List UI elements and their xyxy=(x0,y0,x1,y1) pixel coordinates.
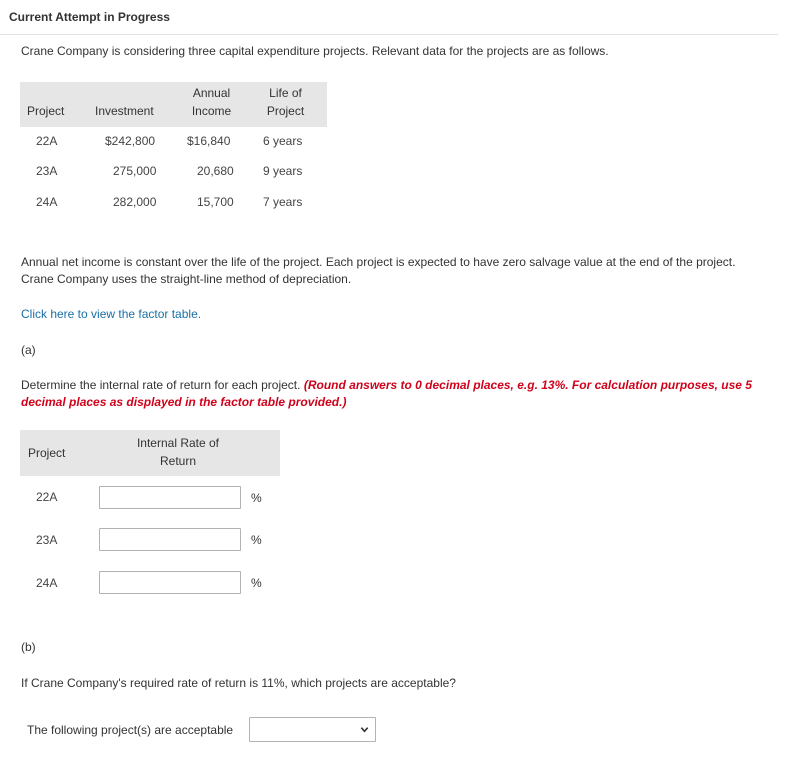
row-income: 20,680 xyxy=(197,164,234,178)
row-income: 15,700 xyxy=(197,195,234,209)
data-table-header xyxy=(20,82,327,127)
page-title: Current Attempt in Progress xyxy=(9,10,170,24)
header-irr-line2: Return xyxy=(159,454,197,468)
header-irr-line1: Internal Rate of xyxy=(136,436,220,450)
chevron-down-icon xyxy=(360,725,369,734)
factor-table-link[interactable]: Click here to view the factor table. xyxy=(21,307,202,321)
header-life-line1: Life of xyxy=(269,86,302,100)
percent-unit: % xyxy=(251,576,262,590)
row-investment: 275,000 xyxy=(113,164,157,178)
row-investment: 282,000 xyxy=(113,195,157,209)
assumptions-text: Annual net income is constant over the life of the project. Each project is expected to have zero salvage value at the end of the project. Crane Company uses the straight-line method of depreciation. xyxy=(21,255,736,286)
row-life: 7 years xyxy=(263,195,303,209)
irr-input-24a[interactable] xyxy=(99,571,241,594)
row-life: 6 years xyxy=(263,134,303,148)
row-project: 23A xyxy=(36,164,58,178)
header-project: Project xyxy=(27,104,65,118)
row-income: $16,840 xyxy=(187,134,231,148)
percent-unit: % xyxy=(251,533,262,547)
part-b-label: (b) xyxy=(21,640,36,654)
percent-unit: % xyxy=(251,491,262,505)
irr-input-23a[interactable] xyxy=(99,528,241,551)
instruction-text: Determine the internal rate of return for each project. xyxy=(21,378,301,392)
header-investment: Investment xyxy=(95,104,154,118)
rounding-instruction: (Round answers to 0 decimal places, e.g. 13%. For calculation purposes, use 5 decimal places as displayed in the factor table provided.) xyxy=(21,378,752,409)
header-project: Project xyxy=(28,446,66,460)
row-project: 23A xyxy=(36,533,58,547)
row-investment: $242,800 xyxy=(105,134,156,148)
row-project: 24A xyxy=(36,195,58,209)
header-life-line2: Project xyxy=(266,104,305,118)
acceptable-projects-label: The following project(s) are acceptable xyxy=(27,723,234,737)
header-income-line2: Income xyxy=(191,104,232,118)
header-income-line1: Annual xyxy=(192,86,231,100)
irr-input-22a[interactable] xyxy=(99,486,241,509)
part-b-question: If Crane Company's required rate of return is 11%, which projects are acceptable? xyxy=(21,676,456,690)
row-project: 22A xyxy=(36,134,58,148)
header-divider xyxy=(0,34,778,35)
part-a-instruction xyxy=(21,377,781,411)
acceptable-projects-select[interactable] xyxy=(249,717,376,742)
intro-text: Crane Company is considering three capital expenditure projects. Relevant data for the projects are as follows. xyxy=(21,44,609,58)
row-project: 22A xyxy=(36,490,58,504)
row-project: 24A xyxy=(36,576,58,590)
irr-table-header xyxy=(20,430,280,476)
row-life: 9 years xyxy=(263,164,303,178)
part-a-label: (a) xyxy=(21,343,36,357)
